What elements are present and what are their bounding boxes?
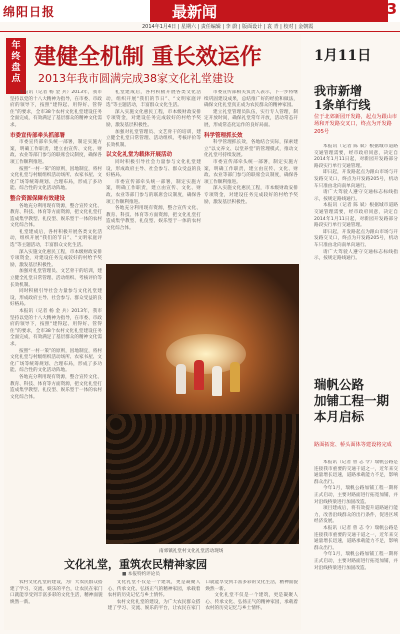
paragraph: 本报讯（记者 曾 志 令）瑞帆公路是连接我市重要的交通干道之一，近年来交通量增长迅速，道路承载能力不足，影响群众出行。 — [314, 460, 398, 485]
paragraph: 科学管理抓长效，各地结合实际，探索建立“以文养文、以堂养堂”的管理模式，推动文化礼堂可持续发展。 — [204, 140, 298, 159]
paragraph: 各地充分利用现有资源，整合宣传文化、教育、科技、体育等方面资源，把文化礼堂打造成集学教型、礼仪型、娱乐型于一体的农村文化综合体。 — [10, 374, 102, 400]
sidebar — [306, 34, 398, 630]
paragraph: 深入实施文化惠民工程，市本级财政安排专项资金，对建设任务完成较好的村给予奖励，激发基层积极性。 — [204, 186, 298, 205]
paragraph: 礼堂建成后，各村积极开展各类文化活动，组织开展“我们的节日”、“文明家庭评选”等主题活动，丰富群众文化生活。 — [106, 90, 201, 109]
paragraph: 同时积极引导社会力量参与文化礼堂建设，形成政府主导、社会参与、群众受益的良好格局。 — [106, 159, 201, 179]
section-banner — [150, 0, 388, 22]
paragraph: 请广大驾驶人遵守交通标志标线指示，按规定路线通行。 — [314, 249, 398, 262]
title-line: 1月11日 — [314, 48, 372, 64]
feature-byline: ■ 本报特约评论员 — [122, 572, 160, 577]
tag-char: 年 — [11, 41, 21, 51]
tag-char: 终 — [11, 52, 21, 62]
paragraph: 市委宣传部相关负责人表示，下一步将继续巩固建设成果，总结推广好的经验和做法，确保文化礼堂真正成为农民群众的精神家园。 — [204, 90, 298, 109]
title-line: 瑞帆公路 — [314, 377, 365, 392]
paragraph: 按照“一村一策”的原则，因地制宜，将村文化礼堂与村级组织活动场所、农家书屋、文化广场等统筹规划、合理布局，形成了多功能、综合性的文化活动阵地。 — [10, 348, 102, 374]
paragraph: 农村文化礼堂的建设，为广大农民群众搭建了学习、交流、娱乐的平台，让农民在家门口就能享受到丰富多彩的文化生活，精神面貌焕然一新。 — [107, 580, 298, 612]
paragraph: 今年1月，瑞帆公路加铺工程一期将正式启动，主要对路面进行拓宽加铺，并对沿线桥梁进行加固改造。 — [314, 552, 398, 571]
event-photo — [106, 264, 299, 544]
paragraph: 同时积极引导社会力量参与文化礼堂建设，形成政府主导、社会参与、群众受益的良好格局。 — [10, 289, 102, 308]
paragraph: 建立礼堂管理员队伍，实行专人管理，制定开放时间，确保礼堂常年开放，活动常态开展，形成常态化运作的良好局面。 — [204, 109, 298, 128]
story2-body — [314, 460, 398, 628]
performer-figure — [176, 364, 186, 394]
paragraph: 本报讯（记者 陈 斌）根据城市道路交通管理需要，经市政府同意，决定自2014年1月11日起，对新园开发路部分路段实行单行交通管理。 — [314, 203, 398, 229]
paragraph: 礼堂建成后，各村积极开展各类文化活动，组织开展“我们的节日”、“文明家庭评选”等主题活动，丰富群众文化生活。 — [10, 229, 102, 249]
paragraph: 市委宣传部牵头统一部署，制定实施方案，明确工作职责，建立由宣传、文化、财政、农业等部门参与的联席会议制度，确保各项工作顺利推进。 — [106, 179, 201, 205]
paragraph: 深入实施文化惠民工程，市本级财政安排专项资金，对建设任务完成较好的村给予奖励，激发基层积极性。 — [106, 109, 201, 128]
paragraph: 加强对礼堂管理员、文艺骨干的培训，建立健全礼堂日常管理、活动组织、考核评价等长效机制。 — [106, 129, 201, 148]
paragraph: 今年1月，瑞帆公路加铺工程一期将正式启动，主要对路面进行拓宽加铺，并对沿线桥梁进行加固改造。 — [314, 486, 398, 505]
paragraph: 农村文化礼堂的建设，为广大农民群众搭建了学习、交流、娱乐的平台，让农民在家门口就能享受到丰富多彩的文化生活，精神面貌焕然一新。 — [10, 580, 103, 605]
paragraph: 即日起，开发路起点为跟山市场与开发路交叉口，终点为开发路205号，机动车只准由北向南单向通行。 — [314, 170, 398, 189]
article-column-3 — [204, 90, 298, 260]
main-headline: 建健全机制 重长效运作 — [34, 44, 262, 70]
paragraph: 各地充分利用现有资源，整合宣传文化、教育、科技、体育等方面资源，把文化礼堂打造成集学教型、礼仪型、娱乐型于一体的农村文化综合体。 — [106, 206, 201, 231]
newspaper-logo: 绵阳日报 — [3, 5, 56, 19]
tag-char: 盘 — [11, 63, 21, 73]
section-title: 最新闻 — [172, 3, 218, 21]
tag-char: 点 — [11, 74, 21, 84]
paragraph: 市委宣传部牵头统一部署，制定实施方案，明确工作职责，建立由宣传、文化、财政、农业等部门参与的联席会议制度，确保各项工作顺利推进。 — [204, 159, 298, 185]
year-end-tag — [6, 38, 26, 94]
performer-figure — [212, 366, 222, 396]
main-story — [4, 34, 301, 630]
paragraph: 即日起，开发路起点为跟山市场与开发路交叉口，终点为开发路205号，机动车只准由北向南单向通行。 — [314, 229, 398, 248]
paragraph: 本报讯（记者 陈 斌）根据城市道路交通管理需要，经市政府同意，决定自2014年1月11日起，对新园开发路部分路段实行单行交通管理。 — [314, 144, 398, 169]
story1-title-cont — [314, 84, 370, 112]
page-number: 3 — [386, 0, 397, 18]
title-line: 我市新增 — [314, 84, 363, 98]
title-line: 1条单行线 — [314, 98, 371, 112]
paragraph: 按照“一村一策”的原则，因地制宜，将村文化礼堂与村级组织活动场所、农家书屋、文化广场等统筹规划、合理布局，形成了多功能、综合性的文化活动阵地。 — [10, 166, 102, 192]
title-line: 加铺工程一期 — [314, 393, 390, 408]
article-column-1 — [10, 90, 102, 546]
masthead-rule — [0, 31, 400, 32]
photo-caption: 南郊镇礼堂村文化礼堂活动现场 — [159, 549, 224, 554]
performer-figure — [194, 360, 204, 390]
section-heading: 整合资源保障有效建设 — [10, 195, 66, 202]
section-heading: 市委宣传部牵头抓部署 — [10, 132, 66, 139]
paragraph: 各地充分利用现有资源，整合宣传文化、教育、科技、体育等方面资源，把文化礼堂打造成集学教型、礼仪型、娱乐型于一体的农村文化综合体。 — [10, 203, 102, 229]
photo-audience — [106, 414, 299, 544]
feature-title: 文化礼堂，重筑农民精神家园 — [64, 558, 207, 571]
story1-deck: 位于北郊新园开发路，起点为跟山市场和开发路交叉口，终点为开发路205号 — [314, 114, 398, 135]
paragraph: 市委宣传部牵头统一部署，制定实施方案，明确工作职责，建立由宣传、文化、财政、农业等部门参与的联席会议制度，确保各项工作顺利推进。 — [10, 140, 102, 165]
issue-meta: 2014年1月4日 | 星期六 | 责任编辑 | 李 蔚 | 版面设计 | 袁 青 | 校对 | 金朝霞 — [142, 24, 314, 30]
masthead — [0, 0, 400, 30]
section-heading: 以文化礼堂为载体开展活动 — [106, 152, 173, 159]
feature-body — [10, 580, 298, 628]
paragraph: 文化礼堂不仅是一个建筑，更是凝聚人心、传承文化、弘扬正气的精神家园，承载着农村的历史记忆与乡土情怀。 — [107, 580, 201, 599]
paragraph: 本报讯（记者 杨 金 兵）2013年，我市坚持以党的十八大精神为指导，在市委、市政府的领导下，按照“建得起、用得好、管得住”的要求，全市38个农村文化礼堂建设任务全面完成，有效满足了基层群众的精神文化需求。 — [10, 90, 102, 128]
story1-body — [314, 144, 398, 370]
main-subhead: 2013年我市圆满完成38家文化礼堂建设 — [38, 72, 234, 85]
paragraph: 本报讯（记者 杨 金 兵）2013年，我市坚持以党的十八大精神为指导，在市委、市政府的领导下，按照“建得起、用得好、管得住”的要求，全市38个农村文化礼堂建设任务全面完成，有效满足了基层群众的精神文化需求。 — [10, 309, 102, 347]
paragraph: 深入实施文化惠民工程，市本级财政安排专项资金，对建设任务完成较好的村给予奖励，激发基层积极性。 — [10, 249, 102, 268]
story2-title — [314, 377, 389, 425]
article-column-2 — [106, 90, 201, 260]
paragraph: 本报讯（记者 曾 志 令）瑞帆公路是连接我市重要的交通干道之一，近年来交通量增长迅速，道路承载能力不足，影响群众出行。 — [314, 525, 398, 551]
title-line: 本月启标 — [314, 409, 365, 424]
section-heading: 科学管理抓长效 — [204, 132, 243, 139]
paragraph: 加强对礼堂管理员、文艺骨干的培训，建立健全礼堂日常管理、活动组织、考核评价等长效机制。 — [10, 269, 102, 288]
paragraph: 项目建成后，将有效提升道路通行能力，改善沿线群众的出行条件，促进区域经济发展。 — [314, 506, 398, 525]
performer-figure — [230, 362, 240, 392]
paragraph: 请广大驾驶人遵守交通标志标线指示，按规定路线通行。 — [314, 190, 398, 202]
story1-title — [314, 48, 371, 64]
story2-deck: 路面拓宽、桥头面体等建设将完成 — [314, 442, 392, 448]
paragraph: 文化礼堂不仅是一个建筑，更是凝聚人心、传承文化、弘扬正气的精神家园，承载着农村的历史记忆与乡土情怀。 — [205, 593, 298, 612]
